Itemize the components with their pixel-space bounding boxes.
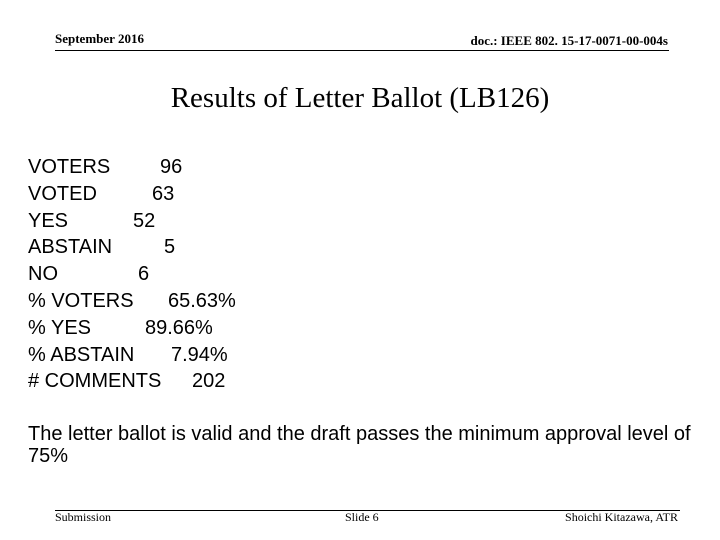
stat-label: ABSTAIN bbox=[28, 236, 113, 259]
footer-submission: Submission bbox=[55, 510, 112, 524]
stat-label: % YES bbox=[28, 316, 91, 339]
stat-value: 7.94% bbox=[171, 343, 228, 366]
stat-label: VOTERS bbox=[28, 156, 111, 178]
stat-value: 6 bbox=[138, 263, 150, 286]
stat-value: 89.66% bbox=[145, 316, 213, 339]
conclusion-text: The letter ballot is valid and the draft passes the minimum approval level of 75% bbox=[28, 423, 691, 467]
stat-value: 202 bbox=[192, 370, 226, 393]
stat-label: # COMMENTS bbox=[28, 370, 162, 393]
header-divider bbox=[55, 50, 669, 51]
stat-value: 65.63% bbox=[168, 289, 236, 312]
stat-label: VOTED bbox=[28, 182, 97, 205]
slide-title: Results of Letter Ballot (LB126) bbox=[170, 82, 550, 114]
stat-label: YES bbox=[28, 209, 69, 232]
footer-author: Shoichi Kitazawa, ATR bbox=[565, 510, 678, 524]
stat-value: 52 bbox=[133, 209, 156, 232]
stat-value: 63 bbox=[152, 182, 175, 205]
header-date: September 2016 bbox=[55, 31, 144, 46]
footer-slide-number: Slide 6 bbox=[345, 510, 379, 524]
stat-value: 96 bbox=[160, 156, 183, 178]
stat-label: NO bbox=[28, 263, 58, 286]
stat-value: 5 bbox=[164, 236, 176, 259]
header-doc-id: doc.: IEEE 802. 15-17-0071-00-004s bbox=[470, 33, 668, 48]
stat-label: % VOTERS bbox=[28, 289, 134, 312]
stat-label: % ABSTAIN bbox=[28, 343, 135, 366]
